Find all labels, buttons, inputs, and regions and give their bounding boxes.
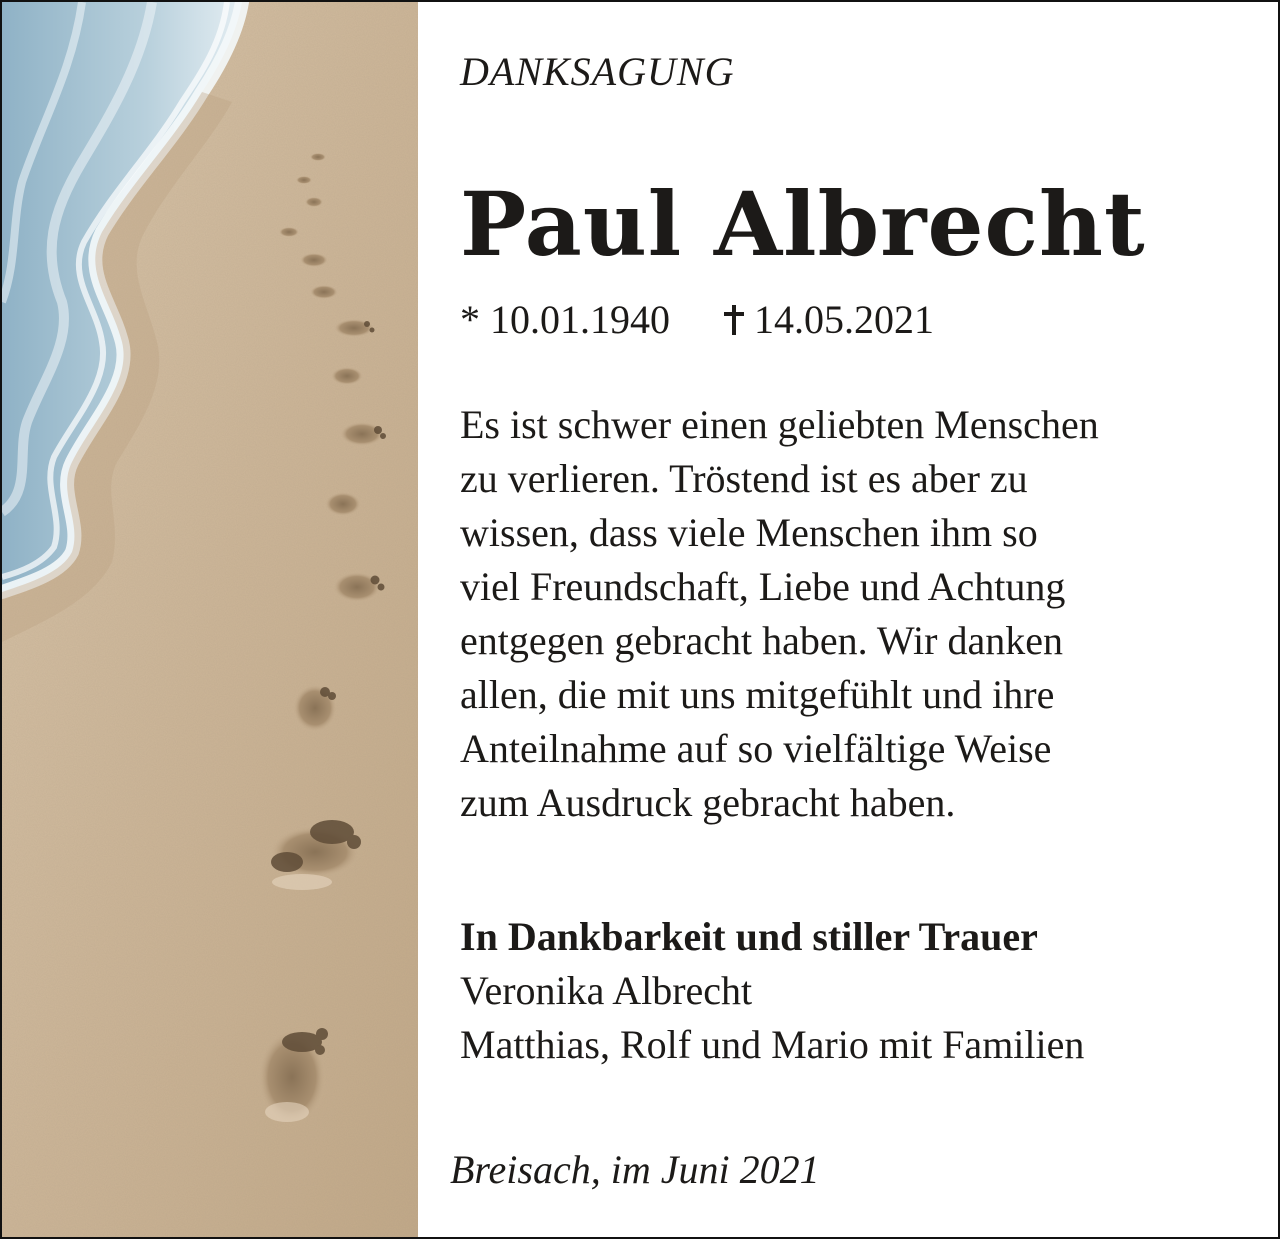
life-dates xyxy=(460,296,934,343)
notice-text-column xyxy=(450,2,1270,1237)
mourner-name: Matthias, Rolf und Mario mit Familien xyxy=(460,1022,1085,1067)
cross-icon xyxy=(718,305,754,335)
message-line: Anteilnahme auf so vielfältige Weise xyxy=(460,726,1052,771)
place-and-date: Breisach, im Juni 2021 xyxy=(450,1147,820,1192)
mourner-name: Veronika Albrecht xyxy=(460,968,753,1013)
message-line: wissen, dass viele Menschen ihm so xyxy=(460,510,1038,555)
message-line: zu verlieren. Tröstend ist es aber zu xyxy=(460,456,1028,501)
deceased-name: Paul Albrecht xyxy=(460,172,1146,276)
message-line: zum Ausdruck gebracht haben. xyxy=(460,780,956,825)
thank-you-message xyxy=(460,398,1260,830)
birth-date: * 10.01.1940 xyxy=(460,297,670,342)
closing-phrase: In Dankbarkeit und stiller Trauer xyxy=(460,914,1038,959)
death-date: 14.05.2021 xyxy=(754,297,934,342)
beach-footprints-illustration xyxy=(2,2,418,1237)
beach-footprints-photo xyxy=(2,2,418,1237)
message-line: allen, die mit uns mitgefühlt und ihre xyxy=(460,672,1055,717)
message-line: viel Freundschaft, Liebe und Achtung xyxy=(460,564,1066,609)
message-line: entgegen gebracht haben. Wir danken xyxy=(460,618,1063,663)
notice-label: DANKSAGUNG xyxy=(460,49,735,94)
mourners-block xyxy=(460,910,1084,1072)
message-line: Es ist schwer einen geliebten Menschen xyxy=(460,402,1099,447)
